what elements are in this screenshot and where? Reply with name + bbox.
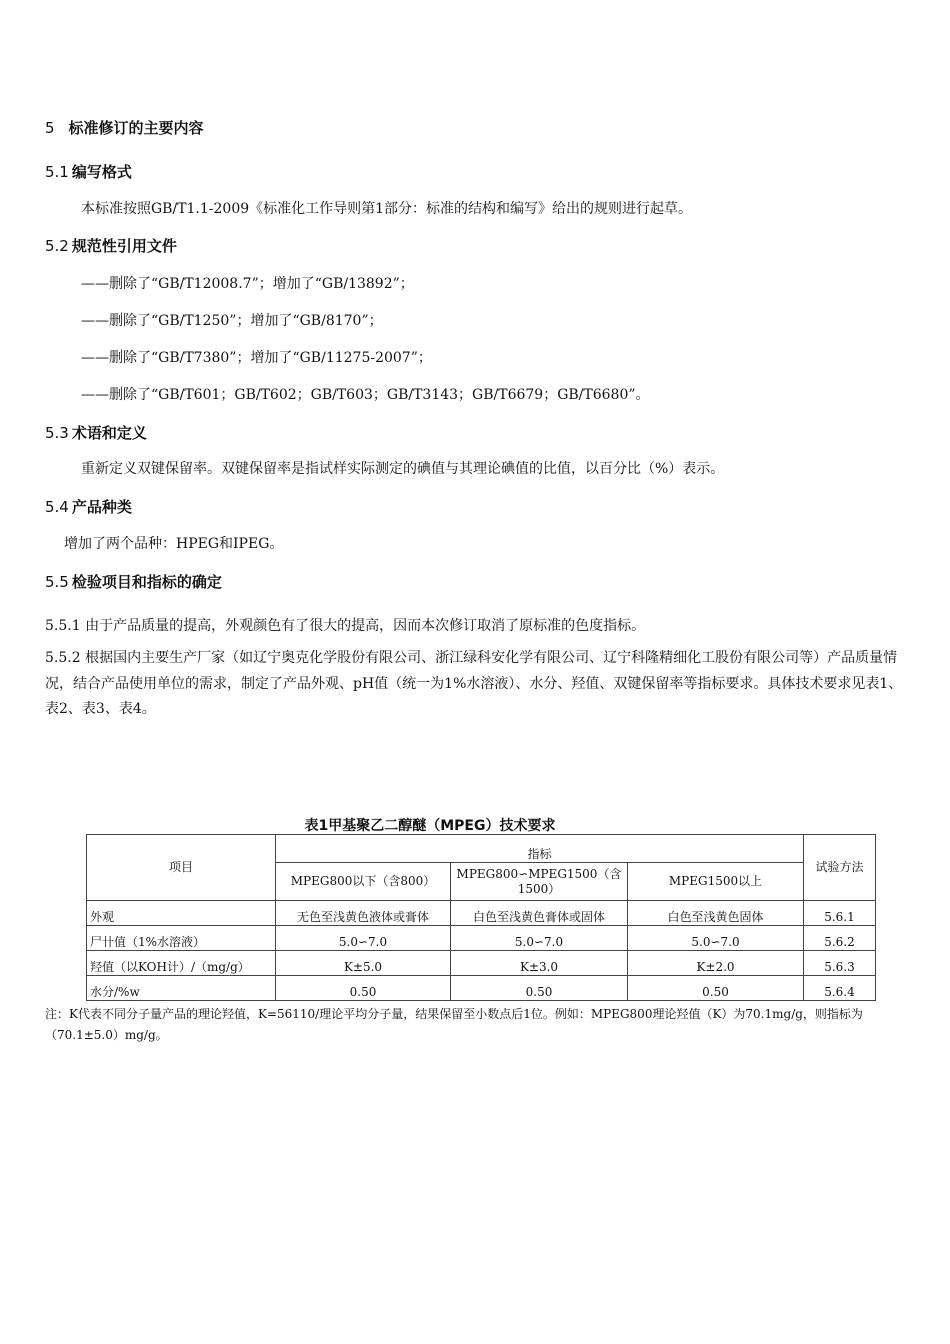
table-row [87,951,876,976]
header-col-3: MPEG1500以上 [628,863,804,901]
header-item: 项目 [87,835,276,901]
row-item: 外观 [87,901,276,926]
row-value: 5.0∽7.0 [628,926,804,951]
header-col-1: MPEG800以下（含800） [276,863,451,901]
header-col-2: MPEG800∽MPEG1500（含1500） [451,863,628,901]
section-title: 编写格式 [71,163,132,181]
table-row [87,901,876,926]
row-value: 无色至浅黄色液体或膏体 [276,901,451,926]
section-5-3-text: 重新定义双键保留率。双键保留率是指试样实际测定的碘值与其理论碘值的比值，以百分比（%）表示。 [81,461,725,477]
row-method: 5.6.1 [804,901,876,926]
section-number: 5.3 [45,424,69,442]
section-title: 检验项目和指标的确定 [71,573,222,591]
table-note: 注：K代表不同分子量产品的理论羟值，K=56110/理论平均分子量，结果保留至小数点后1位。例如：MPEG800理论羟值（K）为70.1mg/g，则指标为（70.1±5.0）mg/g。 [45,1007,863,1042]
list-item: ——删除了“GB/T12008.7”；增加了“GB/13892”； [81,276,414,292]
row-value: 5.0∽7.0 [276,926,451,951]
section-5-4-heading [45,498,132,516]
section-5-5-heading [45,573,222,591]
section-number: 5.4 [45,498,69,516]
section-5-2-heading [45,237,177,255]
section-5-1-text: 本标准按照GB/T1.1-2009《标准化工作导则第1部分：标准的结构和编写》给出的规则进行起草。 [81,201,693,217]
row-value: K±3.0 [451,951,628,976]
section-title: 产品种类 [71,498,132,516]
section-5-heading [45,119,204,137]
section-number: 5.5 [45,573,69,591]
row-value: 白色至浅黄色固体 [628,901,804,926]
paragraph-5-5-2: 5.5.2 根据国内主要生产厂家（如辽宁奥克化学股份有限公司、浙江绿科安化学有限公司、辽宁科隆精细化工股份有限公司等）产品质量情况，结合产品使用单位的需求，制定了产品外观、pH值（统一为1%水溶液）、水分、羟值、双键保留率等指标要求。具体技术要求见表1、表2、表3、表4。 [45,650,903,717]
section-5-4-text: 增加了两个品种：HPEG和IPEG。 [64,536,284,552]
row-value: 0.50 [628,976,804,1001]
list-item: ——删除了“GB/T7380”；增加了“GB/11275-2007”； [81,350,432,366]
row-method: 5.6.4 [804,976,876,1001]
table-row [87,926,876,951]
row-method: 5.6.3 [804,951,876,976]
table-row [87,976,876,1001]
row-value: 0.50 [451,976,628,1001]
paragraph-5-5-1: 5.5.1 由于产品质量的提高，外观颜色有了很大的提高，因而本次修订取消了原标准的色度指标。 [45,618,646,634]
section-title: 术语和定义 [71,424,147,442]
section-number: 5 [45,119,55,137]
row-item: 尸卄值（1%水溶液） [87,926,276,951]
row-value: K±5.0 [276,951,451,976]
section-title: 规范性引用文件 [71,237,177,255]
row-value: 5.0∽7.0 [451,926,628,951]
header-method: 试验方法 [804,835,876,901]
list-item: ——删除了“GB/T601；GB/T602；GB/T603；GB/T3143；GB/T6679；GB/T6680”。 [81,387,650,403]
section-5-1-heading [45,163,132,181]
header-index: 指标 [276,835,804,863]
section-number: 5.1 [45,163,69,181]
row-value: 白色至浅黄色膏体或固体 [451,901,628,926]
row-item: 水分/%w [87,976,276,1001]
table-title-text: 表1甲基聚乙二醇醚（MPEG）技术要求 [304,818,556,834]
section-5-3-heading [45,424,147,442]
list-item: ——删除了“GB/T1250”；增加了“GB/8170”； [81,313,383,329]
spec-table [86,834,876,1001]
section-number: 5.2 [45,237,69,255]
table-header-row [87,835,876,863]
row-method: 5.6.2 [804,926,876,951]
row-item: 羟值（以KOH计）/（mg/g） [87,951,276,976]
row-value: K±2.0 [628,951,804,976]
row-value: 0.50 [276,976,451,1001]
table-title [0,817,950,835]
section-title: 标准修订的主要内容 [68,119,204,137]
